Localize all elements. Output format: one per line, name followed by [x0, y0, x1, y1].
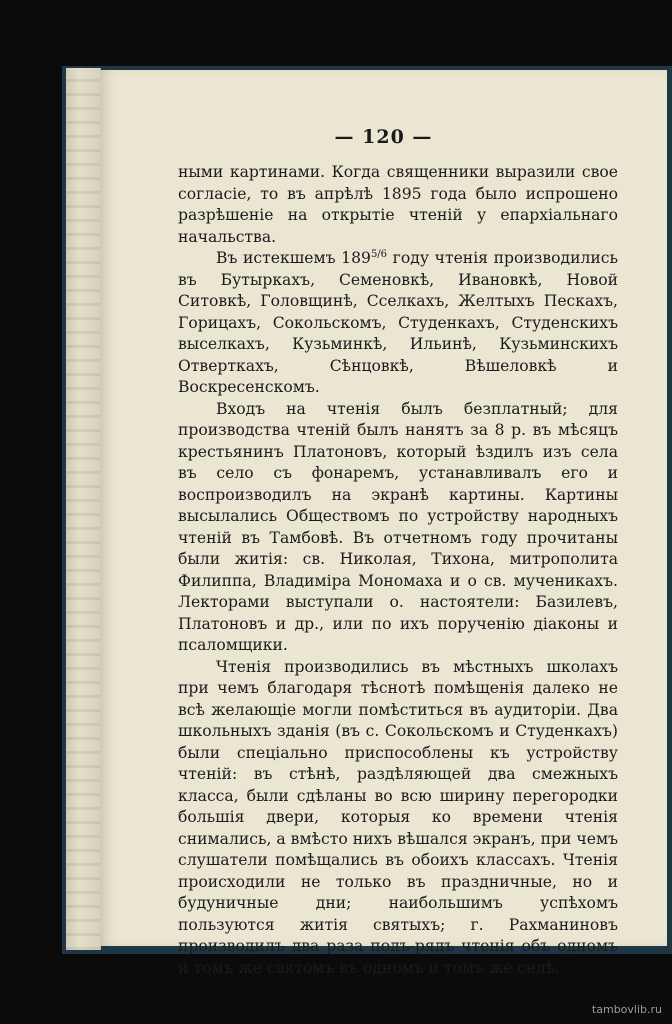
page-number: — 120 —	[334, 126, 433, 148]
book-spine-gutter	[66, 68, 101, 950]
paragraph-2	[178, 248, 618, 399]
paragraph-1: ными картинами. Когда священники выразили свое согласіе, то въ апрѣлѣ 1895 года было испрошено разрѣшеніе на открытіе чтеній у епархіальнаго начальства.	[178, 163, 618, 246]
book-page	[100, 70, 667, 977]
year-fraction: 5/6	[370, 248, 388, 260]
paragraph-3: Входъ на чтенія былъ безплатный; для производства чтеній былъ нанятъ за 8 р. въ мѣсяцъ крестьянинъ Платоновъ, который ѣздилъ изъ села въ село съ фонаремъ, устанавливалъ его и воспроизводилъ на экранѣ картины. Картины высылались Обществомъ по устройству народныхъ чтеній въ Тамбовѣ. Въ отчетномъ году прочитаны были житія: св. Николая, Тихона, митрополита Филиппа, Владиміра Мономаха и о св. мученикахъ. Лекторами выступали о. настоятели: Базилевъ, Платоновъ и др., или по ихъ порученію діаконы и псаломщики.	[178, 399, 618, 654]
paragraph-2-start: Въ истекшемъ 189	[216, 249, 371, 267]
page-text	[178, 162, 618, 979]
paragraph-4: Чтенія производились въ мѣстныхъ школахъ при чемъ благодаря тѣснотѣ помѣщенія далеко не всѣ желающіе могли помѣститься въ аудиторіи. Два школьныхъ зданія (въ с. Сокольскомъ и Студенкахъ) были спеціально приспособлены къ устройству чтеній: въ стѣнѣ, раздѣляющей два смежныхъ класса, были сдѣланы во всю ширину перегородки большія двери, которыя ко времени чтенія снимались, а вмѣсто нихъ вѣшался экранъ, при чемъ слушатели помѣщались въ обоихъ классахъ. Чтенія происходили не только въ праздничные, но и будуничные дни; наибольшимъ успѣхомъ пользуются житія святыхъ; г. Рахманиновъ производилъ два раза подъ-рядъ чтенія объ одномъ и томъ же святомъ въ одномъ и томъ же селѣ.	[178, 657, 618, 977]
site-watermark: tambovlib.ru	[591, 1003, 662, 1016]
paragraph-2-rest: году чтенія производились въ Бутыркахъ, Семеновкѣ, Ивановкѣ, Новой Ситовкѣ, Головщинѣ, Сселкахъ, Желтыхъ Пескахъ, Горицахъ, Сокольскомъ, Студенкахъ, Студенскихъ выселкахъ, Кузьминкѣ, Ильинѣ, Кузьминскихъ Отверткахъ, Сѣнцовкѣ, Вѣшеловкѣ и Воскресенскомъ.	[178, 249, 619, 396]
